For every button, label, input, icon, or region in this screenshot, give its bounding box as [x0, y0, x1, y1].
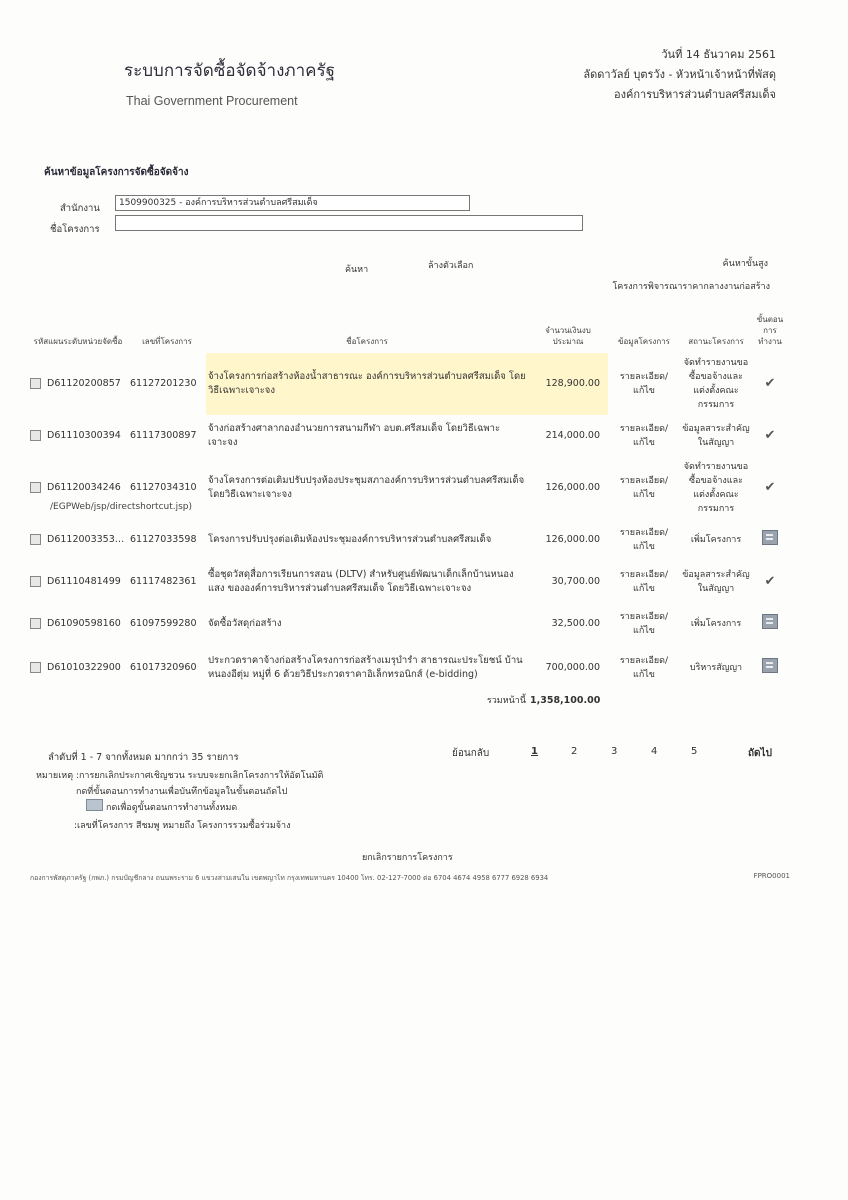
total-label: รวมหน้านี้ — [486, 696, 526, 706]
current-date: วันที่ 14 ธันวาคม 2561 — [661, 48, 776, 61]
project-no[interactable]: 61117300897 — [130, 430, 197, 441]
pager-back[interactable]: ย้อนกลับ — [452, 748, 490, 759]
search-section-title: ค้นหาข้อมูลโครงการจัดซื้อจัดจ้าง — [44, 167, 189, 178]
organization-name: องค์การบริหารส่วนตำบลศรีสมเด็จ — [614, 88, 776, 101]
project-no[interactable]: 61017320960 — [130, 662, 197, 673]
step-cell[interactable] — [752, 603, 788, 645]
plan-code: D61120034246 — [47, 482, 121, 493]
plan-code: D61110300394 — [47, 430, 121, 441]
row-checkbox[interactable] — [30, 430, 41, 441]
detail-edit-link[interactable]: รายละเอียด/แก้ไข — [619, 570, 669, 594]
row-checkbox[interactable] — [30, 534, 41, 545]
table-row — [28, 603, 788, 645]
plan-code: D61090598160 — [47, 618, 121, 629]
detail-edit-link[interactable]: รายละเอียด/แก้ไข — [619, 476, 669, 500]
search-button[interactable]: ค้นหา — [345, 265, 369, 275]
col-plan-code[interactable]: รหัสแผนระดับหน่วยจัดซื้อ — [33, 337, 123, 346]
project-no[interactable]: 61127201230 — [130, 378, 197, 389]
project-amount: 126,000.00 — [545, 482, 600, 493]
cancel-projects-link[interactable]: ยกเลิกรายการโครงการ — [362, 853, 453, 863]
row-checkbox[interactable] — [30, 378, 41, 389]
clear-button[interactable]: ล้างตัวเลือก — [428, 261, 474, 271]
step-cell[interactable] — [752, 519, 788, 561]
project-status: ข้อมูลสาระสำคัญในสัญญา — [682, 424, 750, 448]
total-row — [28, 691, 788, 711]
note-line-3: กดเพื่อดูขั้นตอนการทำงานทั้งหมด — [106, 803, 238, 813]
note-line-2: กดที่ขั้นตอนการทำงานเพื่อบันทึกข้อมูลในขั้นตอนถัดไป — [76, 787, 288, 797]
col-budget[interactable]: จำนวนเงินงบประมาณ — [545, 326, 591, 346]
col-project-status: สถานะโครงการ — [688, 337, 744, 346]
project-amount: 128,900.00 — [528, 353, 608, 415]
project-name-input[interactable] — [115, 215, 583, 231]
plan-code-cell — [28, 519, 128, 561]
table-row — [28, 415, 788, 457]
pen-icon[interactable]: ✔ — [764, 479, 776, 495]
detail-edit-link[interactable]: รายละเอียด/แก้ไข — [619, 424, 669, 448]
document-icon[interactable] — [762, 658, 778, 673]
project-no[interactable]: 61127034310 — [130, 482, 197, 493]
table-row — [28, 519, 788, 561]
project-name-label: ชื่อโครงการ — [50, 224, 100, 235]
table-row — [28, 353, 788, 415]
note-line-4: :เลขที่โครงการ สีชมพู หมายถึง โครงการรวมซื้อร่วมจ้าง — [74, 821, 291, 831]
system-subtitle: Thai Government Procurement — [126, 94, 298, 108]
project-name[interactable]: จ้างโครงการต่อเติมปรับปรุงห้องประชุมสภาองค์การบริหารส่วนตำบลศรีสมเด็จ โดยวิธีเฉพาะเจาะจง — [208, 475, 525, 500]
pen-icon[interactable]: ✔ — [764, 427, 776, 443]
pen-icon[interactable]: ✔ — [764, 375, 776, 391]
plan-code: D6112003353… — [47, 534, 125, 545]
project-amount: 126,000.00 — [545, 534, 600, 545]
detail-edit-link[interactable]: รายละเอียด/แก้ไข — [619, 372, 669, 396]
pager-summary: ลำดับที่ 1 - 7 จากทั้งหมด มากกว่า 35 รายการ — [48, 752, 239, 763]
plan-code-cell — [28, 603, 128, 645]
project-name[interactable]: จ้างโครงการก่อสร้างห้องน้ำสาธารณะ องค์การบริหารส่วนตำบลศรีสมเด็จ โดยวิธีเฉพาะเจาะจง — [206, 353, 528, 415]
project-amount: 700,000.00 — [545, 662, 600, 673]
footer-address: กองการพัสดุภาครัฐ (กพภ.) กรมบัญชีกลาง ถนนพระราม 6 แขวงสามเสนใน เขตพญาไท กรุงเทพมหานคร 10400 โทร. 02-127-7000 ต่อ 6704 4674 4958 6777 6928 6934 — [30, 874, 549, 882]
office-label: สำนักงาน — [60, 203, 100, 214]
project-name[interactable]: โครงการปรับปรุงต่อเติมห้องประชุมองค์การบริหารส่วนตำบลศรีสมเด็จ — [208, 534, 492, 545]
step-cell[interactable] — [752, 353, 788, 415]
row-checkbox[interactable] — [30, 618, 41, 629]
pager-page-4[interactable]: 4 — [651, 746, 658, 757]
project-name[interactable]: จัดซื้อวัสดุก่อสร้าง — [208, 618, 282, 629]
step-cell[interactable] — [752, 561, 788, 603]
steps-icon — [86, 799, 103, 811]
detail-edit-link[interactable]: รายละเอียด/แก้ไข — [619, 656, 669, 680]
project-amount: 214,000.00 — [545, 430, 600, 441]
total-value: 1,358,100.00 — [530, 695, 601, 706]
advanced-search-link[interactable]: ค้นหาขั้นสูง — [722, 259, 768, 269]
project-name[interactable]: ซื้อชุดวัสดุสื่อการเรียนการสอน (DLTV) สำหรับศูนย์พัฒนาเด็กเล็กบ้านหนองแสง ขององค์การบริหารส่วนตำบลศรีสมเด็จ โดยวิธีเฉพาะเจาะจง — [208, 569, 514, 594]
col-project-no[interactable]: เลขที่โครงการ — [142, 337, 192, 346]
project-status: เพิ่มโครงการ — [690, 619, 742, 629]
plan-code: D61110481499 — [47, 576, 121, 587]
col-step: ขั้นตอนการทำงาน — [756, 315, 784, 346]
pager-page-1[interactable]: 1 — [531, 746, 538, 757]
project-amount: 32,500.00 — [551, 618, 600, 629]
project-amount: 30,700.00 — [551, 576, 600, 587]
plan-code: D61010322900 — [47, 662, 121, 673]
project-no[interactable]: 61097599280 — [130, 618, 197, 629]
document-icon[interactable] — [762, 614, 778, 629]
table-header-row — [28, 312, 788, 353]
step-cell[interactable] — [752, 457, 788, 519]
detail-edit-link[interactable]: รายละเอียด/แก้ไข — [619, 612, 669, 636]
project-status: บริหารสัญญา — [689, 663, 743, 673]
footer-code: FPRO0001 — [753, 872, 790, 880]
pager-page-5[interactable]: 5 — [691, 746, 698, 757]
pen-icon[interactable]: ✔ — [764, 573, 776, 589]
plan-code-cell — [28, 561, 128, 603]
pager-next[interactable]: ถัดไป — [748, 748, 772, 759]
pager-page-2[interactable]: 2 — [571, 746, 578, 757]
step-cell[interactable] — [752, 415, 788, 457]
construction-price-link[interactable]: โครงการพิจารณาราคากลางงานก่อสร้าง — [612, 282, 770, 292]
project-name[interactable]: จ้างก่อสร้างศาลากองอำนวยการสนามกีฬา อบต.ศรีสมเด็จ โดยวิธีเฉพาะเจาะจง — [208, 423, 501, 448]
user-name: ลัดดาวัลย์ บุตรวัง - หัวหน้าเจ้าหน้าที่พัสดุ — [583, 68, 776, 81]
project-no[interactable]: 61117482361 — [130, 576, 197, 587]
project-status: ข้อมูลสาระสำคัญในสัญญา — [682, 570, 750, 594]
plan-code-cell — [28, 415, 128, 457]
user-info — [583, 45, 776, 105]
plan-code: D61120200857 — [47, 378, 121, 389]
row-checkbox[interactable] — [30, 576, 41, 587]
pager-page-3[interactable]: 3 — [611, 746, 618, 757]
detail-edit-link[interactable]: รายละเอียด/แก้ไข — [619, 528, 669, 552]
table-row — [28, 645, 788, 691]
system-title: ระบบการจัดซื้อจัดจ้างภาครัฐ — [124, 61, 336, 81]
project-no[interactable]: 61127033598 — [130, 534, 197, 545]
project-status: จัดทำรายงานขอซื้อขอจ้างและแต่งตั้งคณะกรรมการ — [683, 462, 749, 514]
step-cell[interactable] — [752, 645, 788, 691]
col-project-name[interactable]: ชื่อโครงการ — [346, 337, 388, 346]
document-icon[interactable] — [762, 530, 778, 545]
project-status: จัดทำรายงานขอซื้อขอจ้างและแต่งตั้งคณะกรรมการ — [683, 358, 749, 410]
row-checkbox[interactable] — [30, 482, 41, 493]
project-status: เพิ่มโครงการ — [690, 535, 742, 545]
plan-code-cell — [28, 353, 128, 415]
note-line-1: หมายเหตุ :การยกเลิกประกาศเชิญชวน ระบบจะยกเลิกโครงการให้อัตโนมัติ — [36, 771, 324, 781]
plan-code-cell — [28, 645, 128, 691]
col-project-info: ข้อมูลโครงการ — [618, 337, 670, 346]
row-checkbox[interactable] — [30, 662, 41, 673]
stray-url-text: /EGPWeb/jsp/directshortcut.jsp) — [50, 502, 193, 512]
table-row — [28, 561, 788, 603]
office-field[interactable]: 1509900325 - องค์การบริหารส่วนตำบลศรีสมเด็จ — [115, 195, 470, 211]
project-name[interactable]: ประกวดราคาจ้างก่อสร้างโครงการก่อสร้างเมรุบำรำ สาธารณะประโยชน์ บ้านหนองอีตุ่ม หมู่ที่ 6 ด้วยวิธีประกวดราคาอิเล็กทรอนิกส์ (e-bidding) — [208, 655, 523, 680]
